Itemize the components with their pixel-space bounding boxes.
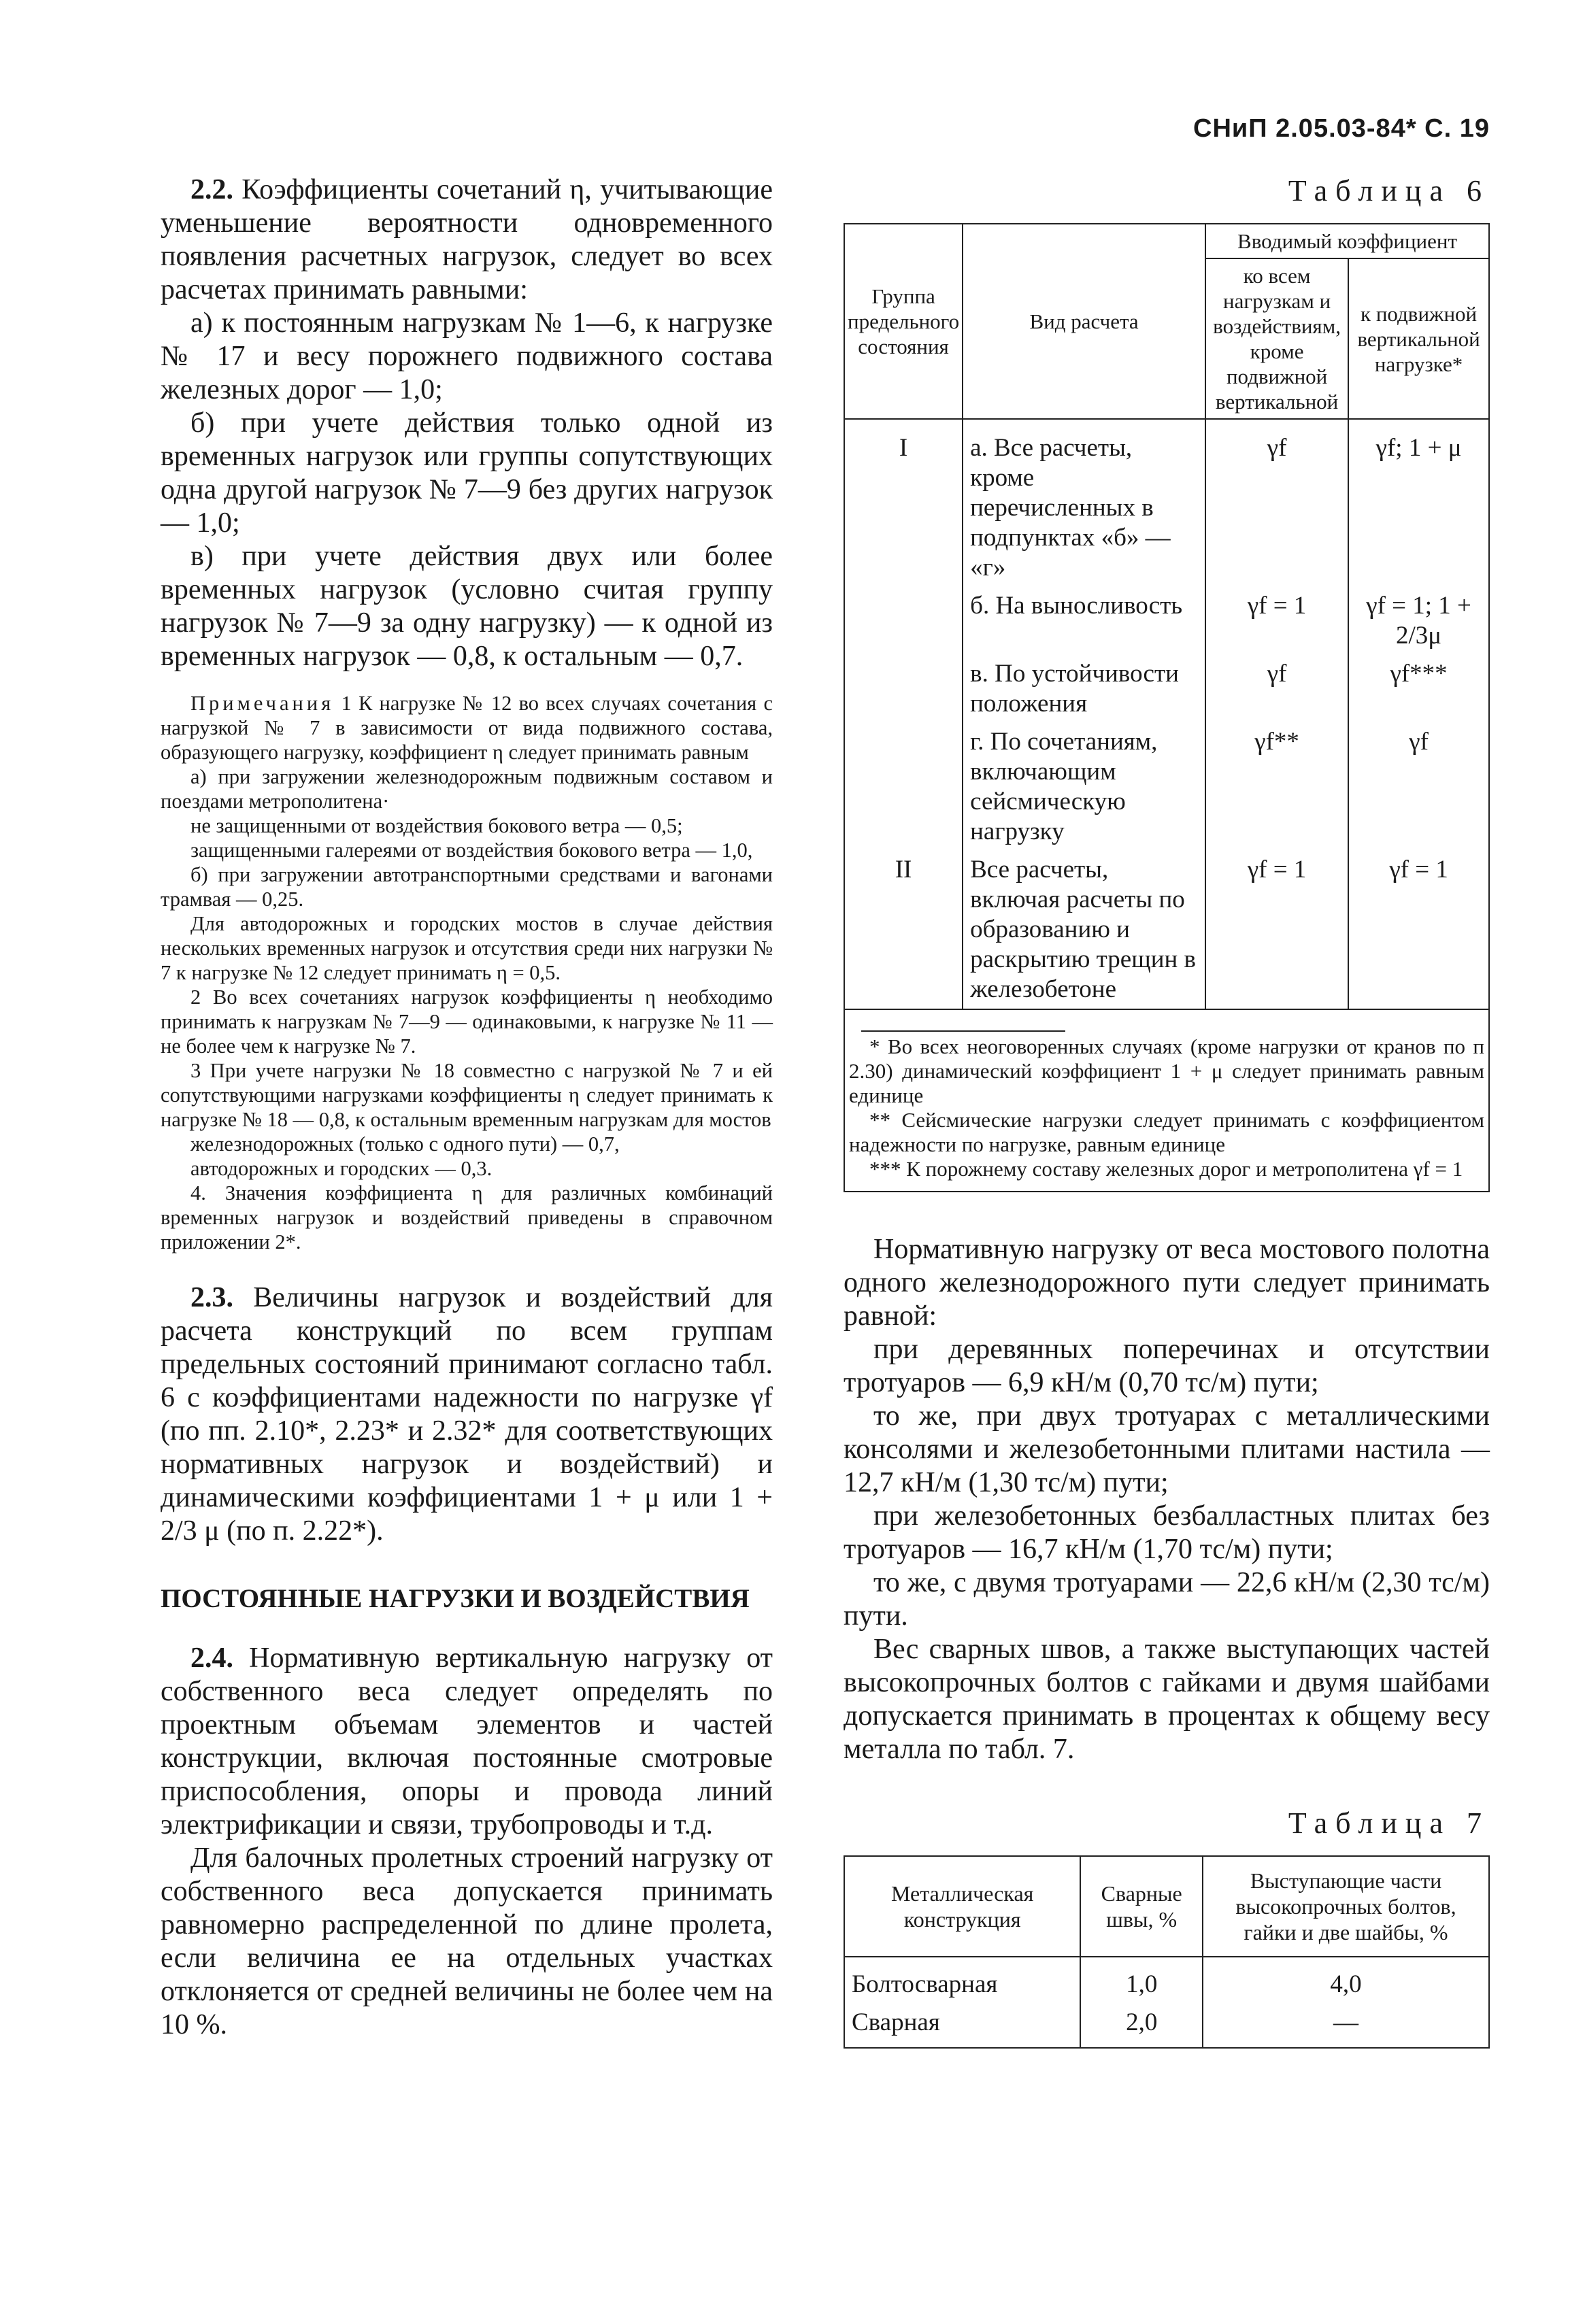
table-row: г. По сочетаниям, включающим сейсмическую нагрузку γf** γf bbox=[844, 723, 1489, 851]
table6-caption: Таблица 6 bbox=[1288, 174, 1490, 207]
item-b: б) при учете действия только одной из временных нагрузок или группы сопутствующих одна другой нагрузок № 7—9 без других нагрузок — 1,0; bbox=[161, 407, 773, 539]
table-row: Сварная 2,0 — bbox=[844, 2004, 1489, 2048]
deck-load-3: при железобетонных безбалластных плитах без тротуаров — 16,7 кН/м (1,70 тс/м) пути; bbox=[844, 1500, 1490, 1565]
note-1b: б) при загружении автотранспортными средствами и вагонами трамвая — 0,25. bbox=[161, 863, 773, 911]
paragraph-2-4: 2.4. Нормативную вертикальную нагрузку от собственного веса следует определять по проектным объемам элементов и частей конструкции, включая постоянные смотровые приспособления, опоры и провода линий электрификации и связи, трубопроводы и т.д. bbox=[161, 1643, 773, 1840]
t6-footnotes bbox=[844, 1009, 1489, 1192]
paragraph-2-2: 2.2. Коэффициенты сочетаний η, учитывающие уменьшение вероятности одновременного появления расчетных нагрузок, следует во всех расчетах принимать равными: bbox=[161, 174, 773, 305]
note-3: 3 При учете нагрузки № 18 совместно с нагрузкой № 7 и ей сопутствующими нагрузками коэффициенты η следует принимать к нагрузке № 18 — 0,8, к остальным временным нагрузкам для мостов bbox=[161, 1059, 773, 1131]
deck-load-1: при деревянных поперечинах и отсутствии тротуаров — 6,9 кН/м (0,70 тс/м) пути; bbox=[844, 1334, 1490, 1398]
t6-header-all: ко всем нагрузкам и воздействиям, кроме подвижной вертикальной bbox=[1205, 258, 1348, 419]
note-1a: а) при загружении железнодорожным подвижным составом и поездами метрополитена· bbox=[161, 765, 773, 813]
note-1: Примечания 1 К нагрузке № 12 во всех случаях сочетания с нагрузкой № 7 в зависимости от вида подвижного состава, образующего нагрузку, коэффициент η следует принимать равным bbox=[161, 692, 773, 764]
t7-header-bolts: Выступающие части высокопрочных болтов, гайки и две шайбы, % bbox=[1203, 1856, 1489, 1957]
note-3a: железнодорожных (только с одного пути) — 0,7, bbox=[190, 1132, 620, 1156]
note-1a2: защищенными галереями от воздействия бокового ветра — 1,0, bbox=[190, 839, 753, 862]
deck-load-2: то же, при двух тротуарах с металлическими консолями и железобетонными плитами настила — 12,7 кН/м (1,30 тс/м) пути; bbox=[844, 1400, 1490, 1498]
deck-load-4: то же, с двумя тротуарами — 22,6 кН/м (2,30 тс/м) пути. bbox=[844, 1567, 1490, 1632]
table-row: б. На выносливость γf = 1 γf = 1; 1 + 2/3μ bbox=[844, 587, 1489, 655]
t6-header-coef: Вводимый коэффициент bbox=[1205, 224, 1489, 258]
table-row: в. По устойчивости положения γf γf*** bbox=[844, 655, 1489, 723]
item-c: в) при учете действия двух или более временных нагрузок (условно считая группу нагрузок № 7—9 за одну нагрузку) — к одной из временных нагрузок — 0,8, к остальным — 0,7. bbox=[161, 541, 773, 672]
note-1c: Для автодорожных и городских мостов в случае действия нескольких временных нагрузок и отсутствия среди них нагрузки № 7 к нагрузке № 12 следует принимать η = 0,5. bbox=[161, 912, 773, 984]
item-a: а) к постоянным нагрузкам № 1—6, к нагрузке № 17 и весу порожнего подвижного состава железных дорог — 1,0; bbox=[161, 307, 773, 405]
page-header: СНиП 2.05.03-84* С. 19 bbox=[1193, 114, 1490, 143]
paragraph-deck-load: Нормативную нагрузку от веса мостового полотна одного железнодорожного пути следует принимать равной: bbox=[844, 1234, 1490, 1332]
footnote-3: *** К порожнему составу железных дорог и метрополитена γf = 1 bbox=[869, 1157, 1463, 1181]
table7-caption: Таблица 7 bbox=[1288, 1806, 1490, 1840]
paragraph-2-4b: Для балочных пролетных строений нагрузку от собственного веса допускается принимать равномерно распределенной по длине пролета, если величина ее на отдельных участках отклоняется от средней величины не более чем на 10 %. bbox=[161, 1842, 773, 2040]
paragraph-welds: Вес сварных швов, а также выступающих частей высокопрочных болтов с гайками и двумя шайбами допускается принимать в процентах к общему весу металла по табл. 7. bbox=[844, 1634, 1490, 1765]
t7-header-welds: Сварные швы, % bbox=[1080, 1856, 1203, 1957]
table-row: Болтосварная 1,0 4,0 bbox=[844, 1957, 1489, 2004]
footnote-1: * Во всех неоговоренных случаях (кроме нагрузки от кранов по п 2.30) динамический коэффициент 1 + μ следует принимать равным единице bbox=[849, 1034, 1484, 1107]
table-7 bbox=[844, 1855, 1490, 2049]
note-3b: автодорожных и городских — 0,3. bbox=[190, 1157, 493, 1180]
note-2: 2 Во всех сочетаниях нагрузок коэффициенты η необходимо принимать к нагрузкам № 7—9 — одинаковыми, к нагрузке № 11 — не более чем к нагрузке № 7. bbox=[161, 986, 773, 1058]
t7-header-construction: Металлическая конструкция bbox=[844, 1856, 1080, 1957]
t6-header-mov: к подвижной вертикальной нагрузке* bbox=[1348, 258, 1489, 419]
paragraph-2-3: 2.3. Величины нагрузок и воздействий для расчета конструкций по всем группам предельных состояний принимают согласно табл. 6 с коэффициентами надежности по нагрузке γf (по пп. 2.10*, 2.23* и 2.32* для соответствующих нормативных нагрузок и воздействий) и динамическими коэффициентами 1 + μ или 1 + 2/3 μ (по п. 2.22*). bbox=[161, 1282, 773, 1547]
right-column bbox=[844, 173, 1490, 2049]
table-row: II Все расчеты, включая расчеты по образованию и раскрытию трещин в железобетоне γf = 1 γf = 1 bbox=[844, 851, 1489, 1009]
footnote-2: ** Сейсмические нагрузки следует принимать с коэффициентом надежности по нагрузке, равным единице bbox=[849, 1108, 1484, 1156]
note-4: 4. Значения коэффициента η для различных комбинаций временных нагрузок и воздействий приведены в справочном приложении 2*. bbox=[161, 1181, 773, 1253]
t6-header-group: Группа предельного состояния bbox=[844, 224, 963, 419]
left-column bbox=[161, 173, 773, 2042]
note-1a1: не защищенными от воздействия бокового ветра — 0,5; bbox=[190, 814, 683, 837]
table-6 bbox=[844, 223, 1490, 1192]
section-heading: ПОСТОЯННЫЕ НАГРУЗКИ И ВОЗДЕЙСТВИЯ bbox=[161, 1584, 750, 1613]
table-row: I а. Все расчеты, кроме перечисленных в подпунктах «б» — «г» γf γf; 1 + μ bbox=[844, 419, 1489, 587]
t6-header-kind: Вид расчета bbox=[963, 224, 1205, 419]
